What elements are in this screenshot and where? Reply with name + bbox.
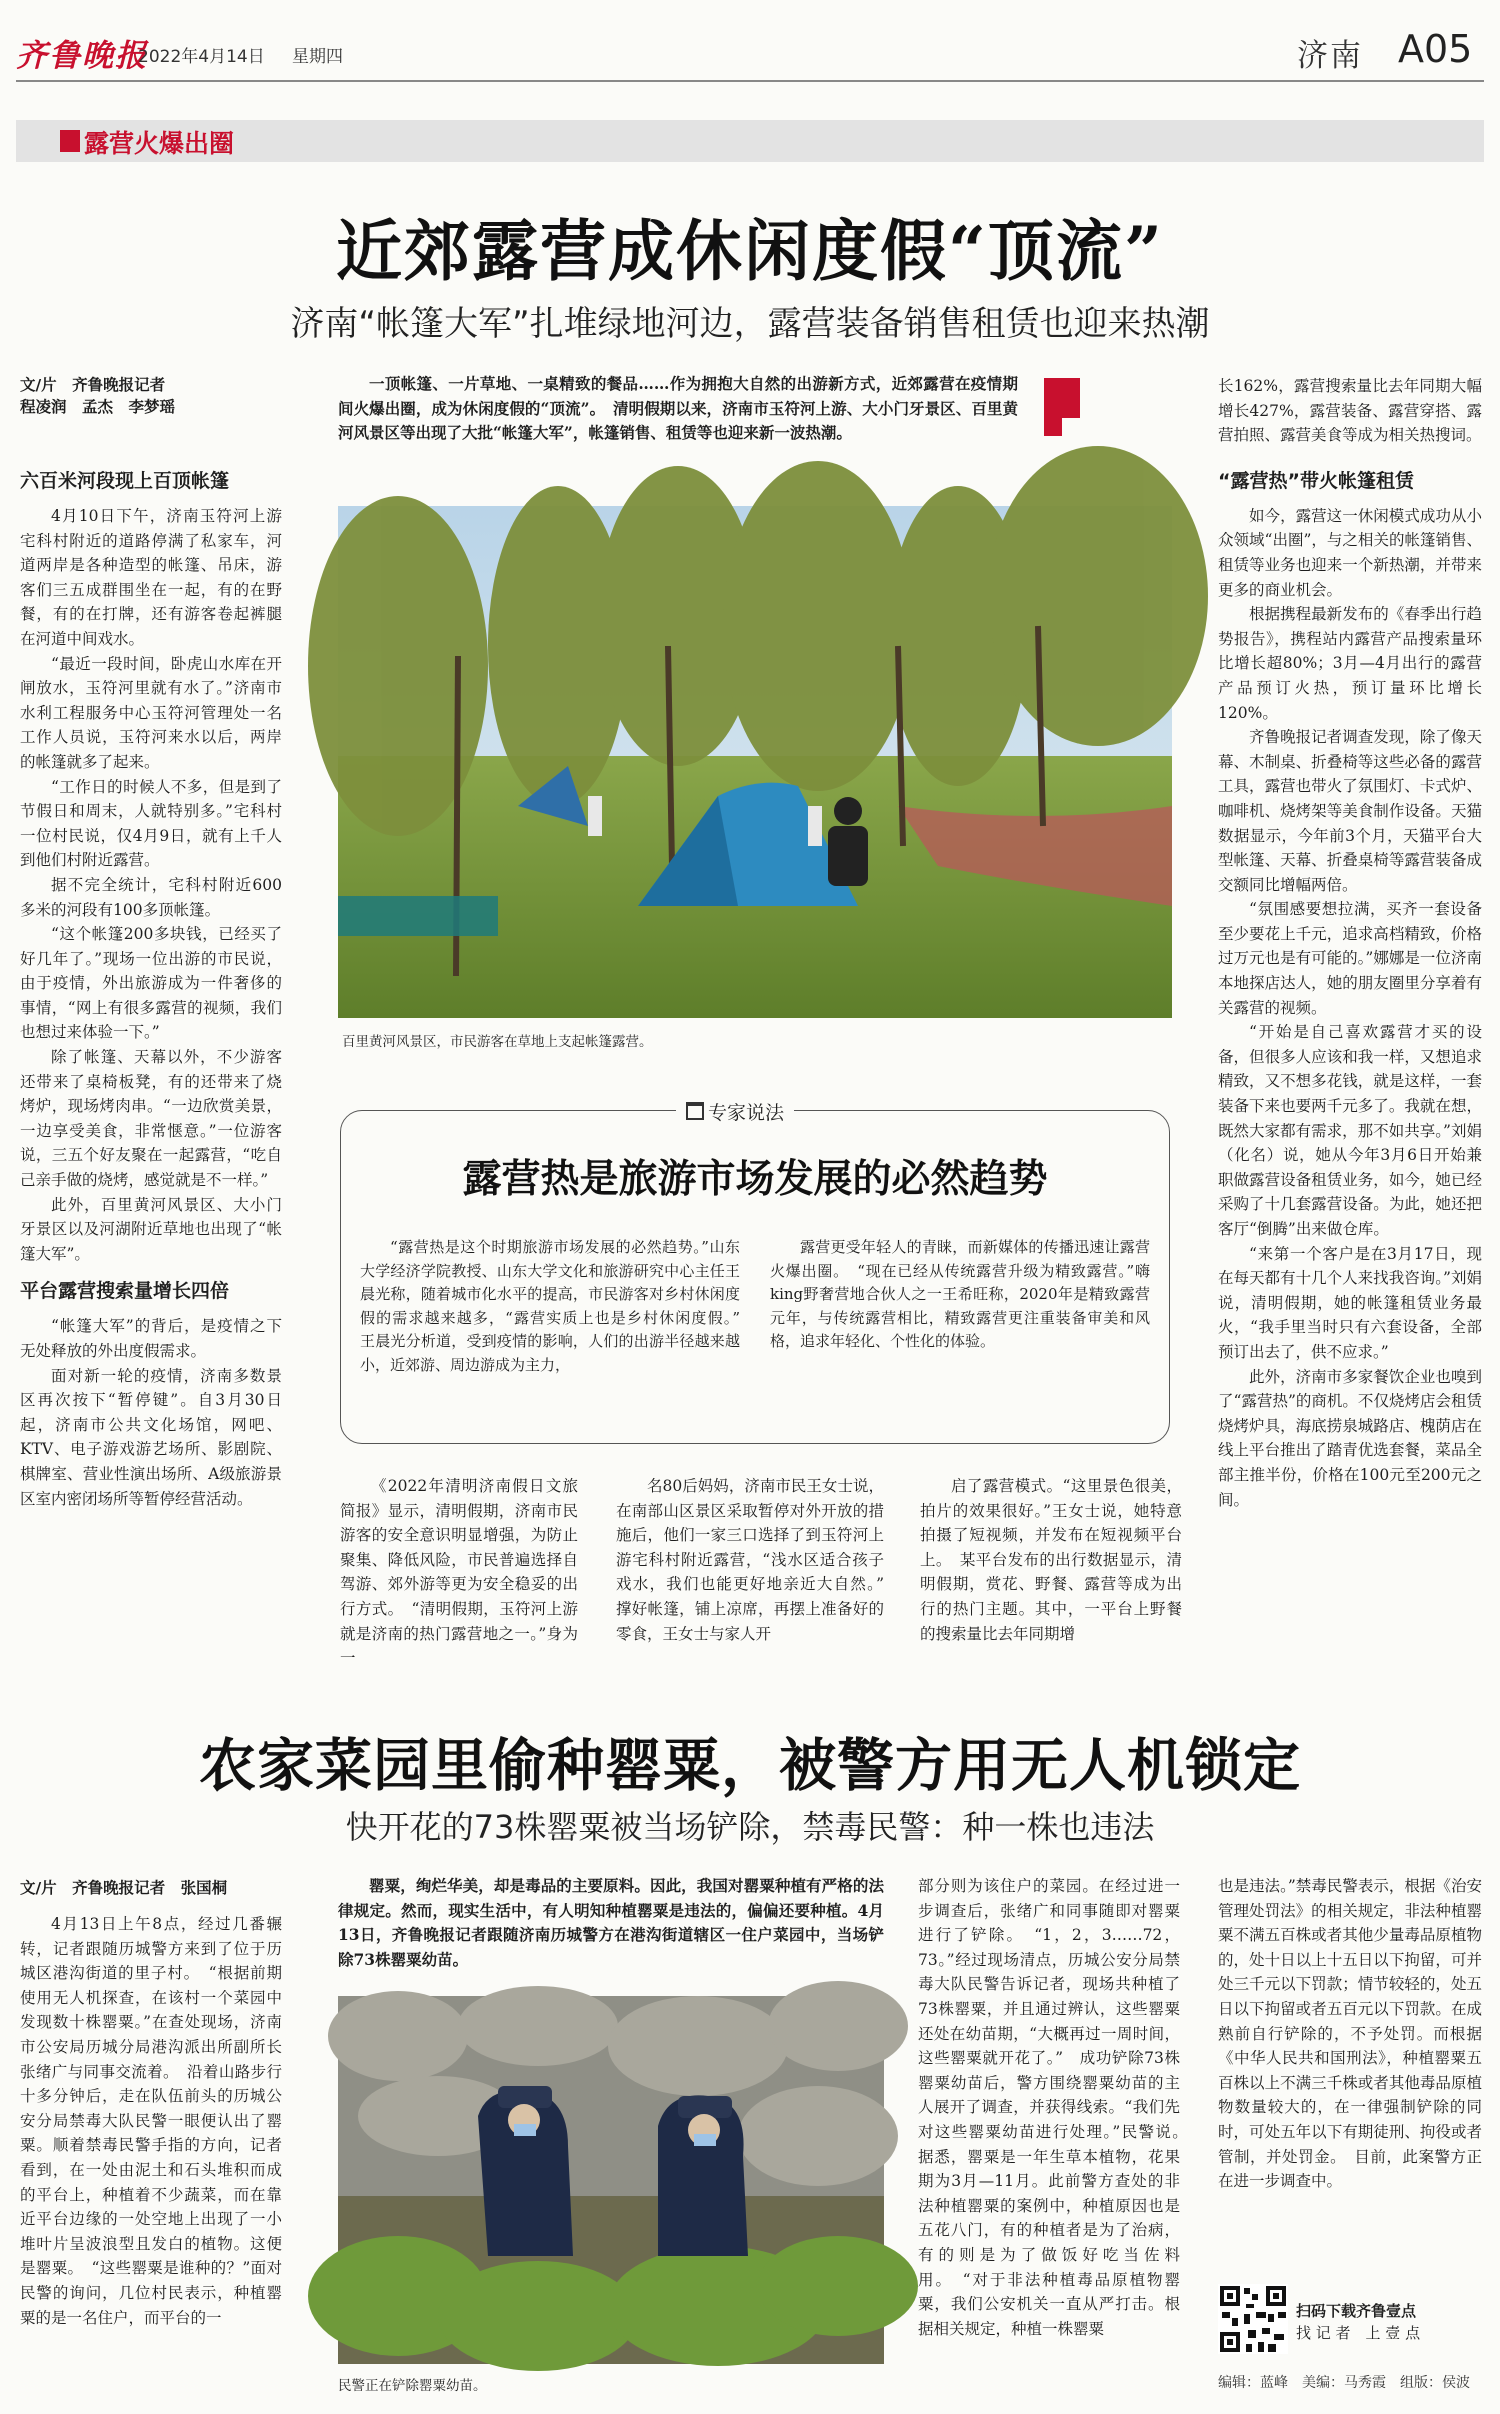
section-marker: [60, 130, 80, 152]
paragraph: “最近一段时间，卧虎山水库在开闸放水，玉符河里就有水了。”济南市水利工程服务中心玉符河管理处一名工作人员说，玉符河来水以后，两岸的帐篷就多了起来。: [20, 654, 282, 771]
byline-1-line2: 程凌润 孟杰 李梦瑶: [20, 398, 176, 416]
article1-lead: [338, 372, 1018, 472]
expert-text: “露营热是这个时期旅游市场发展的必然趋势。”山东大学经济学院教授、山东大学文化和旅游研究中心主任王晨光称，随着城市化水平的提高，市民游客对乡村休闲度假的需求越来越多，“露营实质上也是乡村休闲度假。” 王晨光分析道，受到疫情的影响，人们的出游半径越来越小，近郊游、周边游成为主力，: [360, 1238, 756, 1374]
article1-column-1: [20, 456, 282, 1646]
expert-label-text: 专家说法: [708, 1102, 785, 1124]
article2-lead: [338, 1874, 884, 1994]
issue-date: 2022年4月14日: [138, 47, 265, 67]
paragraph: “来第一个客户是在3月17日，现在每天都有十几个人来找我咨询。”刘娟说，清明假期，她的帐篷租赁业务最火，“我手里当时只有六套设备，全部预订出去了，供不应求。”: [1218, 1244, 1482, 1361]
paragraph: 据不完全统计，宅科村附近600多米的河段有100多顶帐篷。: [20, 875, 282, 919]
paragraph: 名80后妈妈，济南市民王女士说，在南部山区景区采取暂停对外开放的措施后，他们一家三口选择了到玉符河上游宅科村附近露营，“浅水区适合孩子戏水，我们也能更好地亲近大自然。” 撑好帐篷，铺上凉席，再摆上准备好的零食，王女士与家人开: [616, 1477, 900, 1643]
paragraph: 根据携程最新发布的《春季出行趋势报告》，携程站内露营产品搜索量环比增长超80%；3月—4月出行的露营产品预订火热，预订量环比增长120%。: [1218, 605, 1482, 722]
paper-name: 齐鲁晚报: [16, 38, 148, 74]
qr-text: [1296, 2300, 1420, 2344]
subheading-600m: 六百米河段现上百顶帐篷: [20, 470, 230, 492]
article2-column-4: [1218, 1874, 1482, 2274]
qr-code[interactable]: [1218, 2284, 1288, 2354]
paragraph: “工作日的时候人不多，但是到了节假日和周末，人就特别多。”宅科村一位村民说，仅4月9日，就有上千人到他们村附近露营。: [20, 777, 282, 870]
paragraph: 启了露营模式。“这里景色很美，拍片的效果很好。”王女士说，她特意拍摄了短视频，并发布在短视频平台上。 某平台发布的出行数据显示，清明假期，赏花、野餐、露营等成为出行的热门主题。其中，一平台上野餐的搜索量比去年同期增: [920, 1477, 1182, 1643]
paragraph: 也是违法。”禁毒民警表示，根据《治安管理处罚法》的相关规定，非法种植罂粟不满五百株或者其他少量毒品原植物的，处十日以上十五日以下拘留，可并处三千元以下罚款；情节较轻的，处五日以下拘留或者五百元以下罚款。在成熟前自行铲除的，不予处罚。而根据《中华人民共和国刑法》，种植罂粟五百株以上不满三千株或者其他毒品原植物数量较大的，在一律强制铲除的同时，可处五年以下有期徒刑、拘役或者管制，并处罚金。 目前，此案警方正在进一步调查中。: [1218, 1877, 1482, 2191]
police-photo: [338, 1996, 884, 2364]
section-bar: [16, 120, 1484, 162]
article1-row-column-3: [920, 1474, 1182, 1660]
byline-1: [20, 374, 175, 418]
paragraph: 如今，露营这一休闲模式成功从小众领域“出圈”，与之相关的帐篷销售、租赁等业务也迎来一个新热潮，并带来更多的商业机会。: [1218, 506, 1482, 599]
photo-1-caption: 百里黄河风景区，市民游客在草地上支起帐篷露营。: [342, 1034, 653, 1050]
paragraph: 部分则为该住户的菜园。在经过进一步调查后，张绪广和同事随即对罂粟进行了铲除。 “1，2，3……72，73。”经过现场清点，历城公安分局禁毒大队民警告诉记者，现场共种植了73株罂粟，并且通过辨认，这些罂粟还处在幼苗期，“大概再过一周时间，这些罂粟就开花了。” 成功铲除73株罂粟幼苗后，警方围绕罂粟幼苗的主人展开了调查，并获得线索。“我们先对这些罂粟幼苗进行处理。”民警说。 据悉，罂粟是一年生草本植物，花果期为3月—11月。此前警方查处的非法种植罂粟的案例中，种植原因也是五花八门，有的种植者是为了治病，有的则是为了做饭好吃当佐料用。 “对于非法种植毒品原植物罂粟，我们公安机关一直从严打击。根据相关规定，种植一株罂粟: [918, 1877, 1196, 2338]
paragraph: 长162%，露营搜索量比去年同期大幅增长427%，露营装备、露营穿搭、露营拍照、露营美食等成为相关热搜词。: [1218, 377, 1482, 445]
subheading-search-growth: 平台露营搜索量增长四倍: [20, 1280, 230, 1303]
lead-text: 罂粟，绚烂华美，却是毒品的主要原料。因此，我国对罂粟种植有严格的法律规定。然而，现实生活中，有人明知种植罂粟是违法的，偏偏还要种植。4月13日，齐鲁晚报记者跟随济南历城警方在港沟街道辖区一住户菜园中，当场铲除73株罂粟幼苗。: [338, 1876, 884, 1969]
issue-weekday: 星期四: [292, 47, 343, 67]
page-city: 济南: [1297, 38, 1363, 74]
headline-2: 农家菜园里偷种罂粟，被警方用无人机锁定: [199, 1732, 1301, 1799]
paragraph: 此外，百里黄河风景区、大小门牙景区以及河湖附近草地也出现了“帐篷大军”。: [20, 1195, 282, 1263]
paragraph: 此外，济南市多家餐饮企业也嗅到了“露营热”的商机。不仅烧烤店会租赁烧烤炉具，海底捞泉城路店、槐荫店在线上平台推出了踏青优选套餐，菜品全部主推半份，价格在100元至200元之间。: [1218, 1367, 1482, 1509]
paragraph: 除了帐篷、天幕以外，不少游客还带来了桌椅板凳，有的还带来了烧烤炉，现场烤肉串。“一边欣赏美景，一边享受美食，非常惬意。”一位游客说，三五个好友聚在一起露营，“吃自己亲手做的烧烤，感觉就是不一样。”: [20, 1048, 282, 1190]
byline-2: 文/片 齐鲁晚报记者 张国桐: [20, 1879, 228, 1897]
qr-line1: 扫码下载齐鲁壹点: [1296, 2302, 1417, 2320]
expert-column-2: [770, 1236, 1150, 1436]
qr-line2: 找 记 者 上 壹 点: [1296, 2324, 1421, 2342]
paragraph: 4月13日上午8点，经过几番辗转，记者跟随历城警方来到了位于历城区港沟街道的里子村。 “根据前期使用无人机探查，在该村一个菜园中发现数十株罂粟。”在查处现场，济南市公安局历城分局港沟派出所副所长张绪广与同事交流着。 沿着山路步行十多分钟后，走在队伍前头的历城公安分局禁毒大队民警一眼便认出了罂粟。顺着禁毒民警手指的方向，记者看到，在一处由泥土和石头堆积而成的平台上，种植着不少蔬菜，而在靠近平台边缘的一处空地上出现了一小堆叶片呈波浪型且发白的植物。这便是罂粟。 “这些罂粟是谁种的？”面对民警的询问，几位村民表示，种植罂粟的是一名住户，而平台的一: [20, 1915, 282, 2327]
paragraph: 面对新一轮的疫情，济南多数景区再次按下“暂停键”。自3月30日起，济南市公共文化场馆，网吧、KTV、电子游戏游艺场所、影剧院、棋牌室、营业性演出场所、A级旅游景区室内密闭场所等暂停经营活动。: [20, 1366, 282, 1508]
photo-2-caption: 民警正在铲除罂粟幼苗。: [338, 2378, 487, 2394]
article1-row-column-1: [340, 1474, 578, 1668]
page-credits: 编辑：蓝峰 美编：马秀霞 组版：侯波: [1218, 2375, 1470, 2391]
paragraph: “这个帐篷200多块钱，已经买了好几年了。”现场一位出游的市民说，由于疫情，外出旅游成为一件奢侈的事情，“网上有很多露营的视频，我们也想过来体验一下。”: [20, 925, 282, 1042]
expert-text: 露营更受年轻人的青睐，而新媒体的传播迅速让露营火爆出圈。 “现在已经从传统露营升级为精致露营。”嗨king野奢营地合伙人之一王希旺称，2020年是精致露营元年，与传统露营相比，精致露营更注重装备审美和风格，追求年轻化、个性化的体验。: [770, 1238, 1150, 1350]
expert-column-1: [360, 1236, 756, 1436]
article1-column-4: [1218, 374, 1482, 1664]
paragraph: 齐鲁晚报记者调查发现，除了像天幕、木制桌、折叠椅等这些必备的露营工具，露营也带火了氛围灯、卡式炉、咖啡机、烧烤架等美食制作设备。天猫数据显示，今年前3个月，天猫平台大型帐篷、天幕、折叠桌椅等露营装备成交额同比增幅两倍。: [1218, 728, 1482, 894]
subhead-1: 济南“帐篷大军”扎堆绿地河边，露营装备销售租赁也迎来热潮: [290, 304, 1210, 344]
expert-label: [676, 1098, 794, 1125]
article1-row-column-2: [616, 1474, 900, 1660]
lead-text: 一顶帐篷、一片草地、一桌精致的餐品……作为拥抱大自然的出游新方式，近郊露营在疫情期间火爆出圈，成为休闲度假的“顶流”。 清明假期以来，济南市玉符河上游、大小门牙景区、百里黄河风景区等出现了大批“帐篷大军”，帐篷销售、租赁等也迎来新一波热潮。: [338, 374, 1018, 442]
paragraph: 4月10日下午，济南玉符河上游宅科村附近的道路停满了私家车，河道两岸是各种造型的帐篷、吊床，游客们三五成群围坐在一起，有的在野餐，有的在打牌，还有游客卷起裤腿在河道中间戏水。: [20, 507, 282, 648]
paragraph: “氛围感要想拉满，买齐一套设备至少要花上千元，追求高档精致，价格过万元也是有可能的。”娜娜是一位济南本地探店达人，她的朋友圈里分享着有关露营的视频。: [1218, 900, 1482, 1017]
paragraph: “开始是自己喜欢露营才买的设备，但很多人应该和我一样，又想追求精致，又不想多花钱，就是这样，一套装备下来也要两千元多了。我就在想，既然大家都有需求，那不如共享。”刘娟（化名）说，她从今年3月6日开始兼职做露营设备租赁业务，如今，她已经采购了十几套露营设备。为此，她还把客厅“倒腾”出来做仓库。: [1218, 1023, 1482, 1238]
article2-column-3: [918, 1874, 1196, 2402]
expert-title: 露营热是旅游市场发展的必然趋势: [462, 1156, 1048, 1202]
expert-label-icon: [686, 1102, 704, 1120]
headline-1: 近郊露营成休闲度假“顶流”: [336, 212, 1164, 290]
article2-column-1: [20, 1912, 282, 2402]
paragraph: 《2022年清明济南假日文旅简报》显示，清明假期，济南市民游客的安全意识明显增强，为防止聚集、降低风险，市民普遍选择自驾游、郊外游等更为安全稳妥的出行方式。 “清明假期，玉符河上游就是济南的热门露营地之一。”身为一: [340, 1477, 578, 1668]
byline-1-line1: 文/片 齐鲁晚报记者: [20, 376, 166, 394]
subheading-tent-rental: “露营热”带火帐篷租赁: [1218, 469, 1414, 492]
section-label: 露营火爆出圈: [84, 129, 235, 158]
page-number: A05: [1398, 27, 1473, 71]
red-corner-mark-cut: [1062, 418, 1084, 440]
masthead-rule: [16, 80, 1484, 82]
camping-photo: [338, 506, 1172, 1018]
subhead-2: 快开花的73株罂粟被当场铲除，禁毒民警：种一株也违法: [345, 1808, 1155, 1846]
paragraph: “帐篷大军”的背后，是疫情之下无处释放的外出度假需求。: [20, 1317, 282, 1360]
